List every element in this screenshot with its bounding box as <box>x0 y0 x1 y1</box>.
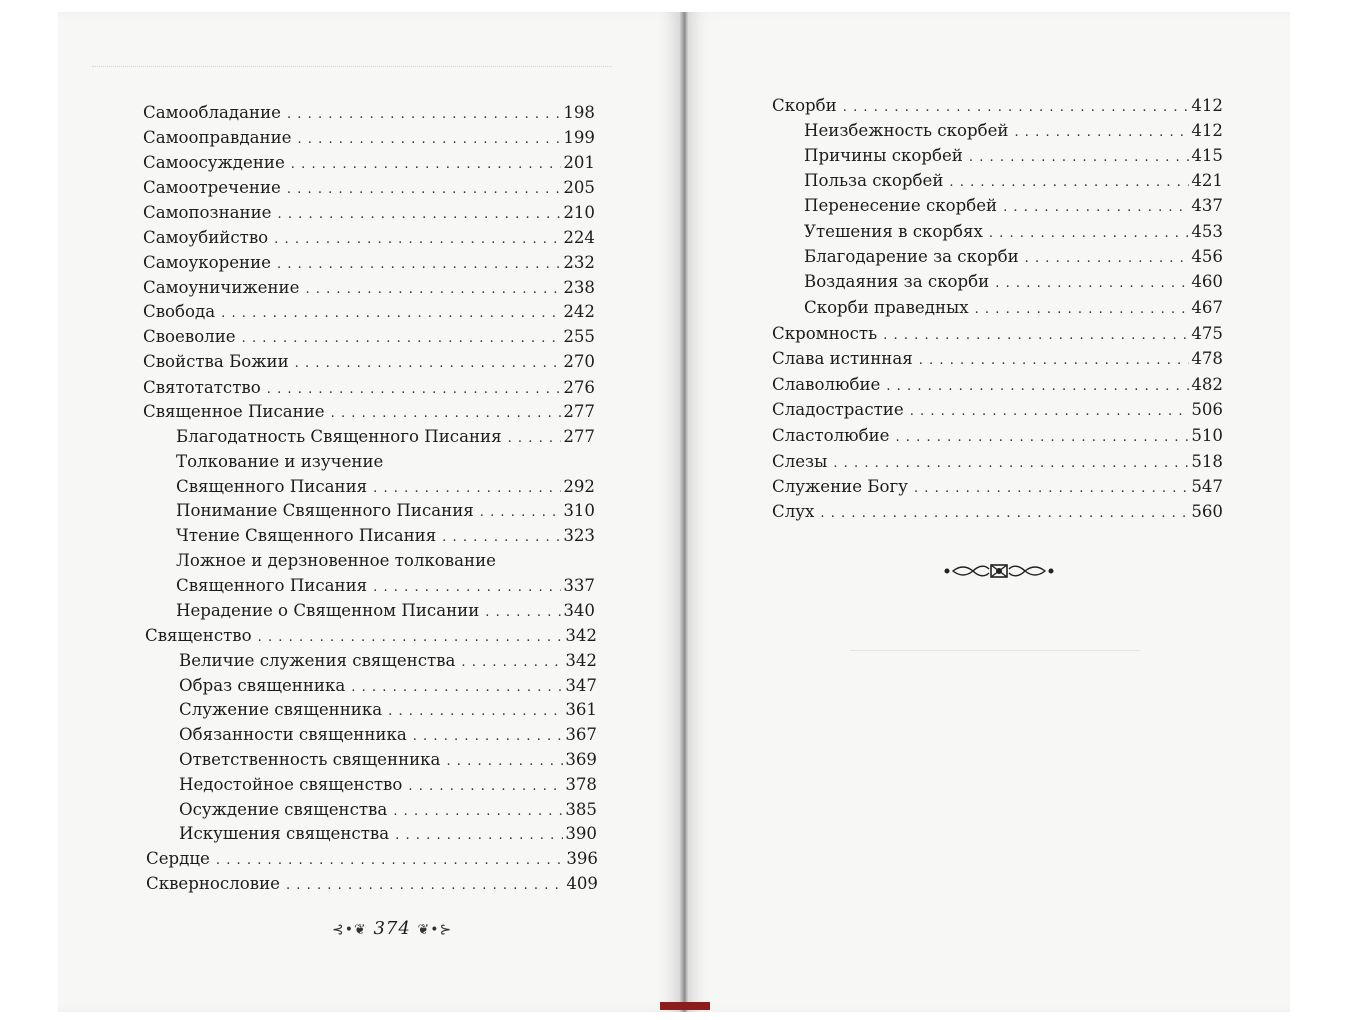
toc-entry-page: 337 <box>563 576 595 595</box>
dot-leader <box>395 823 563 848</box>
dot-leader <box>388 699 563 724</box>
toc-entry-page: 342 <box>565 651 597 670</box>
dot-leader <box>975 297 1190 322</box>
toc-entry-title: Чтение Священного Писания <box>176 526 437 545</box>
toc-subentry <box>179 722 597 747</box>
toc-entry-page: 385 <box>565 800 597 819</box>
toc-entry-title: Слава истинная <box>772 349 913 368</box>
toc-entry-title: Ответственность священника <box>179 750 441 769</box>
toc-entry <box>772 474 1223 499</box>
toc-subentry <box>804 193 1223 218</box>
toc-subentry <box>176 523 595 548</box>
toc-entry-page: 361 <box>565 700 597 719</box>
toc-entry-title: Воздаяния за скорби <box>804 272 990 291</box>
toc-entry-page: 396 <box>566 849 598 868</box>
toc-entry-page: 255 <box>563 327 595 346</box>
toc-entry-page: 232 <box>563 253 595 272</box>
toc-subentry <box>804 168 1223 193</box>
toc-entry-title: Своеволие <box>143 327 236 346</box>
dot-leader <box>291 152 562 177</box>
folio-ornament-left-icon: ⊰•❦ <box>332 922 367 938</box>
toc-entry-title: Польза скорбей <box>804 171 944 190</box>
toc-entry <box>143 399 595 424</box>
dot-leader <box>331 401 562 426</box>
toc-entry-page: 478 <box>1191 349 1223 368</box>
dot-leader <box>274 227 561 252</box>
toc-entry-title: Самообладание <box>143 103 281 122</box>
toc-entry-page: 475 <box>1191 324 1223 343</box>
dot-leader <box>480 500 562 525</box>
toc-entry-title: Неизбежность скорбей <box>804 121 1009 140</box>
toc-subentry <box>179 821 597 846</box>
page-number-folio <box>332 918 452 939</box>
toc-entry-title: Скромность <box>772 324 878 343</box>
toc-subentry <box>176 548 595 573</box>
toc-entry-page: 467 <box>1191 298 1223 317</box>
toc-entry-page: 310 <box>563 501 595 520</box>
toc-entry-title: Священство <box>145 626 252 645</box>
toc-entry <box>143 375 595 400</box>
toc-entry-page: 323 <box>563 526 595 545</box>
bleed-through-header <box>92 66 612 67</box>
toc-entry-page: 518 <box>1191 452 1223 471</box>
toc-entry-page: 510 <box>1191 426 1223 445</box>
dot-leader <box>1014 120 1189 145</box>
toc-entry-title: Слух <box>772 502 815 521</box>
toc-entry-title: Обязанности священника <box>179 725 407 744</box>
toc-subentry <box>176 498 595 523</box>
toc-entry-title: Утешения в скорбях <box>804 222 983 241</box>
toc-entry-page: 453 <box>1191 222 1223 241</box>
toc-entry <box>146 871 598 896</box>
dot-leader <box>258 625 564 650</box>
dot-leader <box>287 177 561 202</box>
toc-subentry <box>804 118 1223 143</box>
toc-entry-page: 482 <box>1191 375 1223 394</box>
toc-subentry <box>179 673 597 698</box>
toc-entry-title: Самоосуждение <box>143 153 285 172</box>
toc-entry <box>143 200 595 225</box>
toc-entry-page: 347 <box>565 676 597 695</box>
toc-entry <box>143 175 595 200</box>
dot-leader <box>287 102 561 127</box>
toc-entry-page: 277 <box>563 402 595 421</box>
toc-entry-page: 560 <box>1191 502 1223 521</box>
toc-entry-page: 437 <box>1191 196 1223 215</box>
toc-entry <box>772 449 1223 474</box>
toc-entry-page: 292 <box>563 477 595 496</box>
toc-entry-title: Причины скорбей <box>804 146 963 165</box>
toc-entry-page: 367 <box>565 725 597 744</box>
toc-entry-title: Славолюбие <box>772 375 881 394</box>
dot-leader <box>413 724 564 749</box>
toc-subentry <box>176 474 595 499</box>
toc-entry-page: 460 <box>1191 272 1223 291</box>
book-edge <box>660 1002 710 1010</box>
dot-leader <box>989 221 1190 246</box>
toc-subentry <box>176 449 595 474</box>
toc-entry-title: Сквернословие <box>146 874 280 893</box>
toc-subentry <box>804 244 1223 269</box>
toc-entry-title: Священное Писание <box>143 402 325 421</box>
toc-entry-title: Святотатство <box>143 378 261 397</box>
toc-entry <box>772 499 1223 524</box>
toc-entry-page: 277 <box>563 427 595 446</box>
toc-entry-title: Искушения священства <box>179 824 390 843</box>
toc-subentry <box>176 598 595 623</box>
dot-leader <box>843 95 1190 120</box>
dot-leader <box>914 476 1189 501</box>
toc-entry-title: Ложное и дерзновенное толкование <box>176 551 496 570</box>
toc-entry <box>143 150 595 175</box>
toc-entry-page: 242 <box>563 302 595 321</box>
ornament-vignette-icon <box>943 561 1055 581</box>
toc-entry-title: Сердце <box>146 849 210 868</box>
dot-leader <box>286 873 564 898</box>
dot-leader <box>886 374 1189 399</box>
toc-entry <box>146 846 598 871</box>
toc-entry <box>143 349 595 374</box>
toc-entry-title: Свобода <box>143 302 216 321</box>
toc-entry-title: Самоуничижение <box>143 278 300 297</box>
toc-entry-page: 421 <box>1191 171 1223 190</box>
toc-subentry <box>804 219 1223 244</box>
dot-leader <box>833 451 1189 476</box>
dot-leader <box>1003 195 1189 220</box>
toc-entry-title: Образ священника <box>179 676 346 695</box>
toc-entry <box>143 324 595 349</box>
toc-subentry <box>804 269 1223 294</box>
toc-entry-title: Сластолюбие <box>772 426 890 445</box>
toc-entry <box>143 125 595 150</box>
toc-entry-page: 547 <box>1191 477 1223 496</box>
toc-entry-page: 340 <box>563 601 595 620</box>
dot-leader <box>883 323 1189 348</box>
toc-entry-title: Недостойное священство <box>179 775 403 794</box>
dot-leader <box>820 501 1189 526</box>
dot-leader <box>277 252 561 277</box>
toc-entry <box>143 250 595 275</box>
dot-leader <box>969 145 1189 170</box>
toc-entry-title: Величие служения священства <box>179 651 456 670</box>
dot-leader <box>373 575 561 600</box>
toc-entry-title: Благодатность Священного Писания <box>176 427 502 446</box>
dot-leader <box>277 202 561 227</box>
toc-entry-page: 378 <box>565 775 597 794</box>
toc-entry-title: Нерадение о Священном Писании <box>176 601 480 620</box>
toc-entry-title: Благодарение за скорби <box>804 247 1019 266</box>
dot-leader <box>295 351 562 376</box>
folio-ornament-right-icon: ❦•⊱ <box>417 922 453 938</box>
toc-entry <box>143 100 595 125</box>
toc-entry-title: Самоубийство <box>143 228 269 247</box>
toc-entry-page: 412 <box>1191 96 1223 115</box>
dot-leader <box>910 399 1190 424</box>
toc-entry-title: Слезы <box>772 452 828 471</box>
toc-entry <box>143 299 595 324</box>
toc-entry-title: Понимание Священного Писания <box>176 501 474 520</box>
toc-entry-title: Скорби <box>772 96 837 115</box>
toc-entry-title: Священного Писания <box>176 576 368 595</box>
toc-subentry <box>179 697 597 722</box>
toc-subentry <box>179 772 597 797</box>
toc-entry-title: Самопознание <box>143 203 272 222</box>
dot-leader <box>485 600 561 625</box>
toc-entry <box>143 275 595 300</box>
toc-entry-page: 198 <box>563 103 595 122</box>
toc-entry <box>772 397 1223 422</box>
toc-entry-title: Священного Писания <box>176 477 368 496</box>
toc-entry-title: Толкование и изучение <box>176 452 384 471</box>
dot-leader <box>297 127 561 152</box>
dot-leader <box>216 848 564 873</box>
toc-entry-page: 456 <box>1191 247 1223 266</box>
toc-entry <box>772 346 1223 371</box>
toc-entry-page: 342 <box>565 626 597 645</box>
toc-entry-page: 238 <box>563 278 595 297</box>
toc-entry-title: Самоотречение <box>143 178 281 197</box>
toc-subentry <box>179 747 597 772</box>
dot-leader <box>446 749 563 774</box>
dot-leader <box>442 525 561 550</box>
dot-leader <box>221 301 561 326</box>
dot-leader <box>995 271 1189 296</box>
toc-entry-title: Сладострастие <box>772 400 904 419</box>
dot-leader <box>919 348 1190 373</box>
toc-entry <box>772 423 1223 448</box>
toc-entry-title: Самооправдание <box>143 128 292 147</box>
dot-leader <box>408 774 563 799</box>
toc-entry-page: 409 <box>566 874 598 893</box>
book-gutter <box>680 12 688 1012</box>
toc-entry-page: 224 <box>563 228 595 247</box>
toc-entry-title: Осуждение священства <box>179 800 388 819</box>
toc-entry-page: 506 <box>1191 400 1223 419</box>
toc-subentry <box>176 573 595 598</box>
dot-leader <box>242 326 562 351</box>
dot-leader <box>461 650 563 675</box>
toc-entry-page: 369 <box>565 750 597 769</box>
toc-subentry <box>179 797 597 822</box>
toc-entry <box>145 623 597 648</box>
bleed-through-line <box>850 650 1140 651</box>
toc-entry-title: Служение священника <box>179 700 383 719</box>
toc-entry <box>772 93 1223 118</box>
dot-leader <box>895 425 1189 450</box>
toc-entry-page: 270 <box>563 352 595 371</box>
toc-subentry <box>804 143 1223 168</box>
toc-entry-page: 415 <box>1191 146 1223 165</box>
toc-entry-page: 412 <box>1191 121 1223 140</box>
toc-entry-page: 205 <box>563 178 595 197</box>
toc-entry-title: Скорби праведных <box>804 298 969 317</box>
toc-entry <box>772 321 1223 346</box>
toc-subentry <box>179 648 597 673</box>
toc-entry-title: Свойства Божии <box>143 352 289 371</box>
toc-entry-page: 199 <box>563 128 595 147</box>
toc-entry <box>143 225 595 250</box>
toc-entry-title: Самоукорение <box>143 253 271 272</box>
toc-entry-page: 201 <box>563 153 595 172</box>
toc-entry-title: Перенесение скорбей <box>804 196 998 215</box>
dot-leader <box>949 170 1189 195</box>
page-number: 374 <box>373 918 411 939</box>
toc-subentry <box>804 295 1223 320</box>
toc-entry-page: 210 <box>563 203 595 222</box>
toc-entry-title: Служение Богу <box>772 477 908 496</box>
toc-entry-page: 390 <box>565 824 597 843</box>
toc-entry <box>772 372 1223 397</box>
toc-subentry <box>176 424 595 449</box>
dot-leader <box>1025 246 1190 271</box>
dot-leader <box>508 426 562 451</box>
toc-entry-page: 276 <box>563 378 595 397</box>
